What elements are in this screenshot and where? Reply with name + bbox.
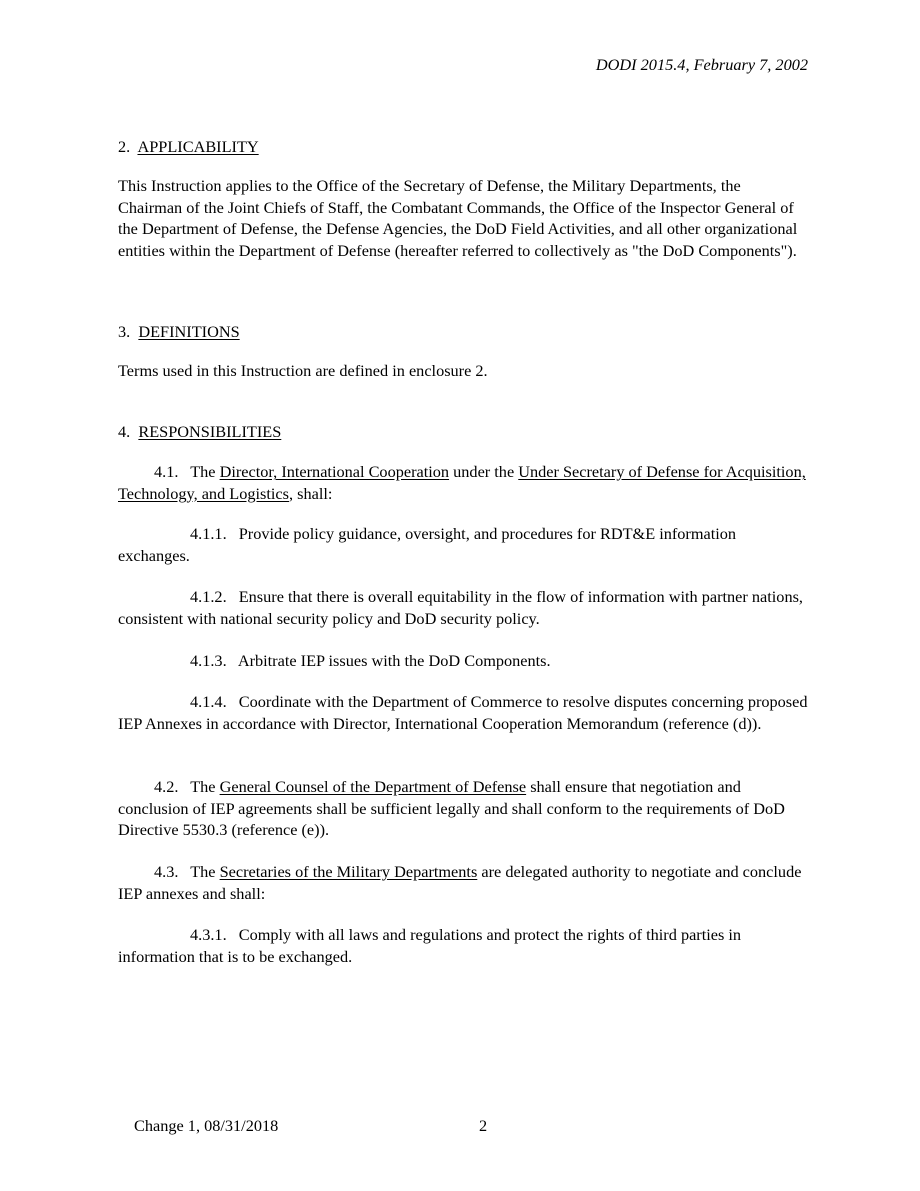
office-general-counsel: General Counsel of the Department of Defense (219, 777, 527, 796)
section-3-body: Terms used in this Instruction are defined in enclosure 2. (118, 361, 488, 380)
paragraph-text: under the (453, 462, 515, 481)
paragraph-4-3 (118, 861, 808, 904)
paragraph-text: Ensure that there is overall equitability in the flow of information with partner nations, consistent with national security policy and DoD security policy. (118, 587, 803, 628)
paragraph-text: are delegated authority to negotiate and conclude IEP annexes and shall: (118, 862, 802, 903)
change-note: Change 1, 08/31/2018 (134, 1116, 279, 1135)
paragraph-4-1 (118, 461, 808, 504)
section-number: 3. (118, 322, 131, 341)
section-title: APPLICABILITY (137, 137, 259, 156)
office-usd-atl: Under Secretary of Defense for Acquisition, Technology, and Logistics (118, 462, 806, 503)
section-2-heading (118, 136, 259, 158)
paragraph-4-1-3 (118, 650, 808, 672)
paragraph-number: 4.1.2. (190, 587, 227, 606)
section-title: DEFINITIONS (138, 322, 240, 341)
section-title: RESPONSIBILITIES (138, 422, 282, 441)
paragraph-4-1-2 (118, 586, 808, 629)
paragraph-text: The (190, 777, 216, 796)
paragraph-number: 4.1.3. (190, 651, 227, 670)
section-number: 2. (118, 137, 131, 156)
section-2-body: This Instruction applies to the Office of the Secretary of Defense, the Military Departments, the Chairman of the Joint Chiefs of Staff, the Combatant Commands, the Office of the Inspector General of the Department of Defense, the Defense Agencies, the DoD Field Activities, and all other organizational entities within the Department of Defense (hereafter referred to collectively as "the DoD Components"). (118, 176, 798, 260)
paragraph-number: 4.3.1. (190, 925, 227, 944)
office-secretaries-military-departments: Secretaries of the Military Departments (219, 862, 478, 881)
paragraph-text: , shall: (288, 483, 333, 503)
paragraph-number: 4.3. (154, 862, 179, 881)
paragraph-text: shall ensure that negotiation and conclusion of IEP agreements shall be sufficient legally and shall conform to the requirements of DoD Directive 5530.3 (reference (e)). (118, 777, 785, 839)
paragraph-text: Arbitrate IEP issues with the DoD Components. (237, 651, 551, 670)
section-number: 4. (118, 422, 131, 441)
paragraph-4-1-4 (118, 691, 808, 734)
page-number: 2 (479, 1116, 488, 1135)
paragraph-text: The (190, 462, 216, 481)
paragraph-4-1-1 (118, 523, 808, 566)
paragraph-text: Comply with all laws and regulations and protect the rights of third parties in information that is to be exchanged. (118, 925, 742, 966)
section-3-heading (118, 321, 240, 343)
paragraph-text: Provide policy guidance, oversight, and procedures for RDT&E information exchanges. (118, 524, 737, 565)
paragraph-text: The (190, 862, 216, 881)
paragraph-number: 4.1.1. (190, 524, 227, 543)
paragraph-4-3-1 (118, 924, 808, 967)
paragraph-text: Coordinate with the Department of Commerce to resolve disputes concerning proposed IEP Annexes in accordance with Director, International Cooperation Memorandum (reference (d)). (118, 692, 808, 733)
paragraph-4-2 (118, 776, 808, 841)
paragraph-number: 4.2. (154, 777, 179, 796)
office-director-intl-cooperation: Director, International Cooperation (219, 462, 450, 481)
running-header: DODI 2015.4, February 7, 2002 (595, 55, 808, 74)
paragraph-number: 4.1. (154, 462, 179, 481)
paragraph-number: 4.1.4. (190, 692, 227, 711)
section-4-heading (118, 421, 281, 443)
